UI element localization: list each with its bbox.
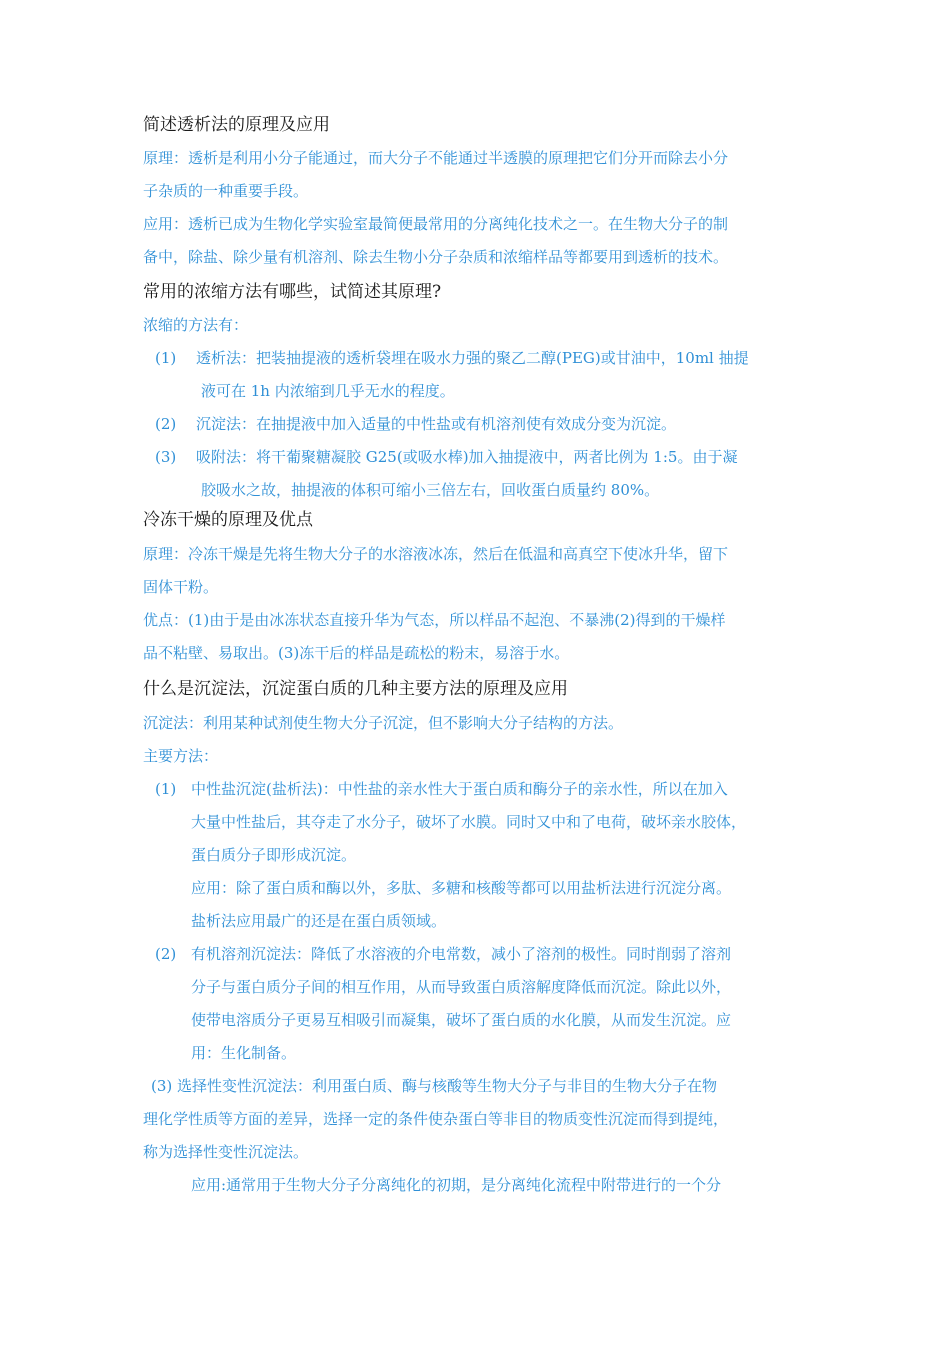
methods-label: 主要方法： (143, 747, 219, 765)
concentration-intro: 浓缩的方法有： (143, 316, 249, 334)
precipitation-definition: 沉淀法：利用某种试剂使生物大分子沉淀，但不影响大分子结构的方法。 (143, 714, 624, 732)
heading-dialysis: 简述透析法的原理及应用 (143, 115, 330, 135)
method-selective-denaturation: (3) 选择性变性沉淀法：利用蛋白质、酶与核酸等生物大分子与非目的生物大分子在物 理化学性质等方面的差异，选择一定的条件使杂蛋白等非目的物质变性沉淀而得到提纯， 称为选择性变性沉淀法。 (143, 1077, 729, 1161)
heading-freeze-drying: 冷冻干燥的原理及优点 (143, 510, 313, 530)
item-number: (2) (155, 945, 177, 963)
concentration-item-3: 吸附法：将干葡聚糖凝胶 G25(或吸水棒)加入抽提液中，两者比例为 1:5。由于凝 胶吸水之故，抽提液的体积可缩小三倍左右，回收蛋白质量约 80%。 (196, 448, 738, 499)
concentration-item-2: 沉淀法：在抽提液中加入适量的中性盐或有机溶剂使有效成分变为沉淀。 (196, 415, 677, 433)
concentration-item-1: 透析法：把装抽提液的透析袋埋在吸水力强的聚乙二醇(PEG)或甘油中，10ml 抽提 液可在 1h 内浓缩到几乎无水的程度。 (196, 349, 749, 400)
item-number: (1) (155, 349, 177, 367)
dialysis-application: 应用：透析已成为生物化学实验室最简便最常用的分离纯化技术之一。在生物大分子的制 备中，除盐、除少量有机溶剂、除去生物小分子杂质和浓缩样品等都要用到透析的技术。 (143, 215, 729, 266)
item-number: (2) (155, 415, 177, 433)
method-salting-out: 中性盐沉淀(盐析法)：中性盐的亲水性大于蛋白质和酶分子的亲水性，所以在加入 大量中性盐后，其夺走了水分子，破坏了水膜。同时又中和了电荷，破坏亲水胶体， 蛋白质分子即形成沉淀。 (191, 780, 747, 864)
freeze-drying-principle: 原理：冷冻干燥是先将生物大分子的水溶液冰冻，然后在低温和高真空下使冰升华，留下 固体干粉。 (143, 545, 729, 596)
item-number: (3) (155, 448, 177, 466)
method-selective-denaturation-application: 应用:通常用于生物大分子分离纯化的初期，是分离纯化流程中附带进行的一个分 (191, 1176, 722, 1194)
item-number: (1) (155, 780, 177, 798)
heading-precipitation: 什么是沉淀法，沉淀蛋白质的几种主要方法的原理及应用 (143, 679, 568, 699)
method-salting-out-application: 应用：除了蛋白质和酶以外，多肽、多糖和核酸等都可以用盐析法进行沉淀分离。 盐析法应用最广的还是在蛋白质领域。 (191, 879, 732, 930)
heading-concentration: 常用的浓缩方法有哪些，试简述其原理? (143, 282, 442, 302)
dialysis-principle: 原理：透析是利用小分子能通过，而大分子不能通过半透膜的原理把它们分开而除去小分 子杂质的一种重要手段。 (143, 149, 729, 200)
method-organic-solvent: 有机溶剂沉淀法：降低了水溶液的介电常数，减小了溶剂的极性。同时削弱了溶剂 分子与蛋白质分子间的相互作用，从而导致蛋白质溶解度降低而沉淀。除此以外， 使带电溶质分子更易互相吸引而凝集，破坏了蛋白质的水化膜，从而发生沉淀。应 用：生化制备。 (191, 945, 732, 1062)
freeze-drying-advantages: 优点：(1)由于是由冰冻状态直接升华为气态，所以样品不起泡、不暴沸(2)得到的干燥样 品不粘壁、易取出。(3)冻干后的样品是疏松的粉末，易溶于水。 (143, 611, 726, 662)
